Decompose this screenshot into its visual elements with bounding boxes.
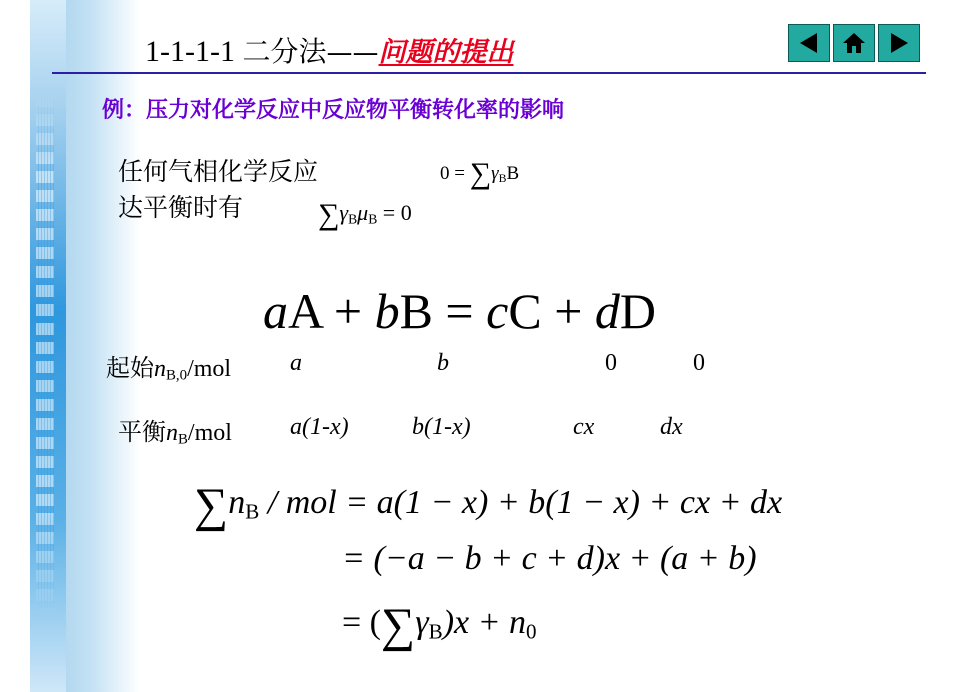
sum-symbol: ∑: [381, 599, 416, 652]
equation-1-rest: / mol = a(1 − x) + b(1 − x) + cx + dx: [259, 484, 783, 521]
var-n: n: [228, 484, 246, 521]
mu-symbol: μ: [357, 200, 369, 225]
sum-symbol: ∑: [469, 157, 492, 190]
line2-text: 达平衡时有: [118, 193, 244, 222]
gamma-symbol: γ: [339, 200, 349, 225]
subscript: B: [498, 171, 507, 185]
row2-value-b: b(1-x): [412, 414, 471, 440]
subscript: B: [428, 619, 443, 644]
coef-c: c: [486, 283, 509, 339]
coef-a: a: [263, 283, 288, 339]
equation-1: [194, 478, 782, 533]
triangle-left-icon: [795, 30, 823, 56]
equation-3-post: )x + n: [442, 604, 527, 641]
equals-sign: =: [432, 283, 487, 339]
row1-label-unit: /mol: [187, 356, 232, 382]
sum-symbol: ∑: [194, 479, 229, 532]
formula-rest: B: [506, 163, 520, 184]
row2-label-cn: 平衡: [118, 418, 166, 446]
row2-label: [118, 412, 232, 449]
subscript: 0: [526, 619, 537, 644]
formula-rhs: = 0: [377, 200, 412, 225]
prev-button[interactable]: [788, 24, 830, 62]
row2-label-unit: /mol: [187, 420, 232, 446]
species-B: B: [399, 283, 433, 339]
coef-b: b: [374, 283, 400, 339]
row2-value-d: dx: [660, 414, 683, 440]
title-dash: ——: [326, 38, 379, 68]
section-title: 二分法: [242, 35, 327, 68]
triangle-right-icon: [885, 30, 913, 56]
species-A: A: [288, 283, 322, 339]
row1-value-c: 0: [605, 350, 617, 376]
equation-2: = (−a − b + c + d)x + (a + b): [342, 540, 757, 577]
equation-3-pre: = (: [342, 604, 381, 641]
formula-lhs: 0 =: [440, 163, 470, 184]
subscript: B: [348, 211, 358, 227]
equation-3: [342, 598, 537, 653]
slide-title: [145, 30, 514, 70]
species-D: D: [619, 283, 656, 339]
home-button[interactable]: [833, 24, 875, 62]
next-button[interactable]: [878, 24, 920, 62]
row1-label-cn: 起始: [106, 354, 154, 382]
line1-formula: [440, 157, 519, 191]
example-heading: 例：压力对化学反应中反应物平衡转化率的影响: [102, 98, 565, 123]
row1-label-sub: B,0: [166, 367, 188, 384]
line2-formula: [318, 198, 412, 232]
home-icon: [840, 30, 868, 56]
line1-text: 任何气相化学反应: [118, 157, 319, 186]
row1-label: [106, 348, 231, 385]
section-number: 1-1-1-1: [145, 35, 235, 68]
nav-buttons: [788, 24, 920, 62]
subscript: B: [245, 499, 260, 524]
header-rule: [52, 72, 926, 74]
row2-value-c: cx: [573, 414, 595, 440]
coef-d: d: [594, 283, 620, 339]
species-C: C: [508, 283, 542, 339]
gamma-symbol: γ: [415, 604, 429, 641]
section-subtitle: 问题的提出: [378, 37, 514, 68]
sidebar-square-pattern: [36, 95, 54, 615]
row1-value-d: 0: [693, 350, 705, 376]
row2-label-var: n: [166, 420, 178, 446]
plus-sign: +: [541, 283, 595, 339]
plus-sign: +: [321, 283, 375, 339]
row2-value-a: a(1-x): [290, 414, 349, 440]
sum-symbol: ∑: [318, 198, 340, 231]
row2-label-sub: B: [178, 431, 188, 448]
row1-value-a: a: [290, 350, 302, 376]
reaction-equation: [263, 282, 656, 340]
row1-value-b: b: [437, 350, 449, 376]
row1-label-var: n: [154, 356, 166, 382]
gamma-symbol: γ: [491, 163, 499, 184]
subscript: B: [368, 211, 378, 227]
